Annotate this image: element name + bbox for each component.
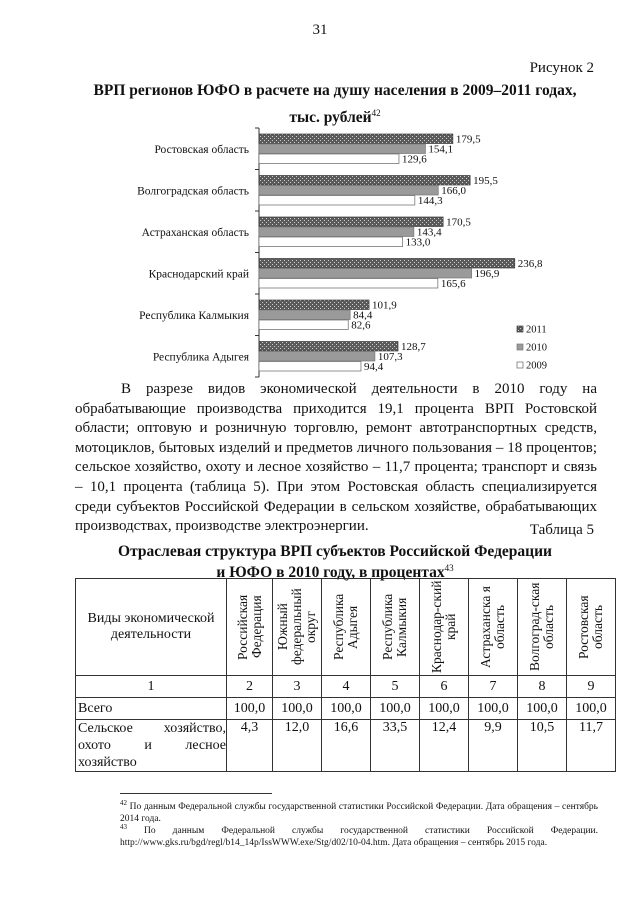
- bar-2009: [259, 362, 361, 372]
- bar-2009: [259, 237, 403, 247]
- data-label-2011: 195,5: [473, 175, 498, 187]
- chart-title-line2: тыс. рублей: [289, 109, 372, 127]
- category-label: Республика Адыгея: [152, 351, 249, 364]
- col-number: 9: [567, 676, 616, 698]
- table-title-line2: и ЮФО в 2010 году, в процентах: [216, 564, 445, 582]
- legend-swatch-2011: [517, 326, 523, 332]
- bar-2009: [259, 154, 399, 164]
- col-header: [518, 579, 567, 676]
- col-header-text: Республика Калмыкия: [380, 593, 409, 661]
- data-label-2011: 179,5: [455, 133, 481, 146]
- col-header: [567, 579, 616, 676]
- col-header: [469, 579, 518, 676]
- row-label: Всего: [76, 698, 227, 720]
- col-header-text: Волгоград-ская область: [527, 582, 556, 672]
- table-cell: 100,0: [567, 698, 616, 720]
- data-label-2009: 133,0: [405, 236, 431, 249]
- footnote-ref-43: 43: [444, 563, 454, 573]
- footnote-text: По данным Федеральной службы государственной статистики Российской Федерации. Дата обращения – сентябрь 2014 года.: [120, 802, 598, 825]
- chart-title-line1: ВРП регионов ЮФО в расчете на душу населения в 2009–2011 годах,: [93, 82, 577, 99]
- table-header-row: [76, 579, 616, 676]
- col-number: 7: [469, 676, 518, 698]
- bar-2009: [259, 196, 415, 206]
- bar-2011: [259, 300, 369, 310]
- data-label-2010: 196,9: [474, 268, 500, 280]
- data-label-2011: 128,7: [400, 341, 426, 353]
- footnote-ref-42: 42: [371, 108, 381, 118]
- bar-2010: [259, 269, 472, 279]
- footnote-number: 43: [120, 823, 127, 831]
- col-header-text: Республика Адыгея: [331, 593, 360, 661]
- bar-2011: [259, 259, 515, 269]
- data-label-2011: 236,8: [517, 258, 543, 270]
- data-label-2010: 166,0: [441, 185, 467, 197]
- category-label: Волгоградская область: [137, 185, 249, 198]
- footnote-divider: [120, 793, 272, 794]
- category-label: Краснодарский край: [148, 268, 249, 281]
- table-cell: 12,4: [420, 720, 469, 772]
- data-label-2010: 107,3: [377, 351, 403, 363]
- col-header-text: Астраханска я область: [478, 586, 507, 668]
- col-number: 1: [76, 676, 227, 698]
- col-header: [371, 579, 420, 676]
- gdp-bar-chart: [0, 0, 640, 380]
- table-cell: 12,0: [273, 720, 322, 772]
- bar-2010: [259, 352, 375, 362]
- footnote-text: По данным Федеральной службы государственной статистики Российской Федерации. http://www.gks.ru/bgd/regl/b14_14p/IssWWW.exe/Stg/d02/10-04.htm. Дата обращения – сентябрь 2015 года.: [120, 826, 598, 849]
- industry-structure-table: [75, 578, 616, 772]
- category-label: Ростовская область: [154, 143, 249, 156]
- col-header-text: Ростовская область: [576, 595, 605, 659]
- table-cell: 100,0: [227, 698, 273, 720]
- data-label-2009: 165,6: [440, 278, 466, 290]
- data-label-2009: 82,6: [351, 319, 371, 332]
- col-number: 5: [371, 676, 420, 698]
- page-number: 31: [312, 22, 328, 38]
- table-cell: 16,6: [322, 720, 371, 772]
- bar-2011: [259, 176, 470, 186]
- legend-label-2010: 2010: [526, 342, 547, 354]
- legend-swatch-2010: [517, 344, 523, 350]
- col-header: [273, 579, 322, 676]
- category-label: Астраханская область: [141, 226, 249, 239]
- table-cell: 100,0: [420, 698, 469, 720]
- data-label-2009: 129,6: [401, 153, 427, 166]
- bar-2011: [259, 134, 453, 144]
- legend-swatch-2009: [517, 362, 523, 368]
- data-label-2009: 144,3: [417, 195, 443, 207]
- body-paragraph: В разрезе видов экономической деятельности в 2010 году на обрабатывающие производства приходится 19,1 процента ВРП Ростовской области; оптовую и розничную торговлю, ремонт автотранспортных средств, мотоциклов, бытовых изделий и предметов личного пользования – 18 процентов; сельское хозяйство, охоту и лесное хозяйство – 11,7 процента; транспорт и связь – 10,1 процента (таблица 5). При этом Ростовская область специализируется среди субъектов Российской Федерации в сельском хозяйстве, обрабатывающих производствах, производстве электроэнергии.: [75, 381, 597, 535]
- table-row: [76, 720, 616, 772]
- legend-label-2011: 2011: [526, 324, 547, 336]
- data-label-2010: 154,1: [428, 143, 454, 156]
- table-cell: 100,0: [322, 698, 371, 720]
- col-header-text: Российская Федерация: [234, 594, 264, 660]
- table-title-line1: Отраслевая структура ВРП субъектов Российской Федерации: [118, 543, 552, 560]
- col-header-text: Краснодар-ский край: [429, 580, 458, 674]
- col-number: 8: [518, 676, 567, 698]
- footnote-number: 42: [120, 799, 127, 807]
- table-title: [70, 543, 600, 581]
- col-header: [420, 579, 469, 676]
- col-header: [227, 579, 273, 676]
- legend-label-2009: 2009: [526, 360, 547, 372]
- row-label: Сельское хозяйство, охото и лесное хозяйство: [76, 720, 227, 772]
- table-cell: 33,5: [371, 720, 420, 772]
- table-cell: 10,5: [518, 720, 567, 772]
- category-label: Республика Калмыкия: [139, 309, 249, 322]
- table-cell: 100,0: [273, 698, 322, 720]
- bar-2009: [259, 320, 348, 330]
- table-cell: 100,0: [469, 698, 518, 720]
- data-label-2009: 94,4: [363, 361, 384, 373]
- col-number: 3: [273, 676, 322, 698]
- column-number-row: [76, 676, 616, 698]
- col-number: 6: [420, 676, 469, 698]
- table-row: [76, 698, 616, 720]
- bar-2010: [259, 144, 425, 154]
- col-header: [322, 579, 371, 676]
- col-header-text: Южный федеральный округ: [275, 588, 318, 666]
- table-cell: 100,0: [518, 698, 567, 720]
- table-cell: 4,3: [227, 720, 273, 772]
- data-label-2011: 101,9: [372, 299, 397, 312]
- col-number: 4: [322, 676, 371, 698]
- bar-2009: [259, 279, 438, 289]
- figure-label: Рисунок 2: [529, 60, 594, 76]
- bar-2011: [259, 342, 398, 352]
- bar-2011: [259, 217, 443, 227]
- table-cell: 11,7: [567, 720, 616, 772]
- table-cell: 9,9: [469, 720, 518, 772]
- table-cell: 100,0: [371, 698, 420, 720]
- corner-header: Виды экономической деятельности: [76, 579, 227, 676]
- col-number: 2: [227, 676, 273, 698]
- table-label: Таблица 5: [529, 522, 594, 538]
- bar-2010: [259, 186, 438, 196]
- data-label-2011: 170,5: [446, 216, 471, 229]
- footnote-43: [120, 821, 598, 849]
- bar-2010: [259, 310, 350, 320]
- data-label-2010: 84,4: [353, 309, 373, 322]
- bar-2010: [259, 227, 414, 237]
- data-label-2010: 143,4: [416, 226, 442, 239]
